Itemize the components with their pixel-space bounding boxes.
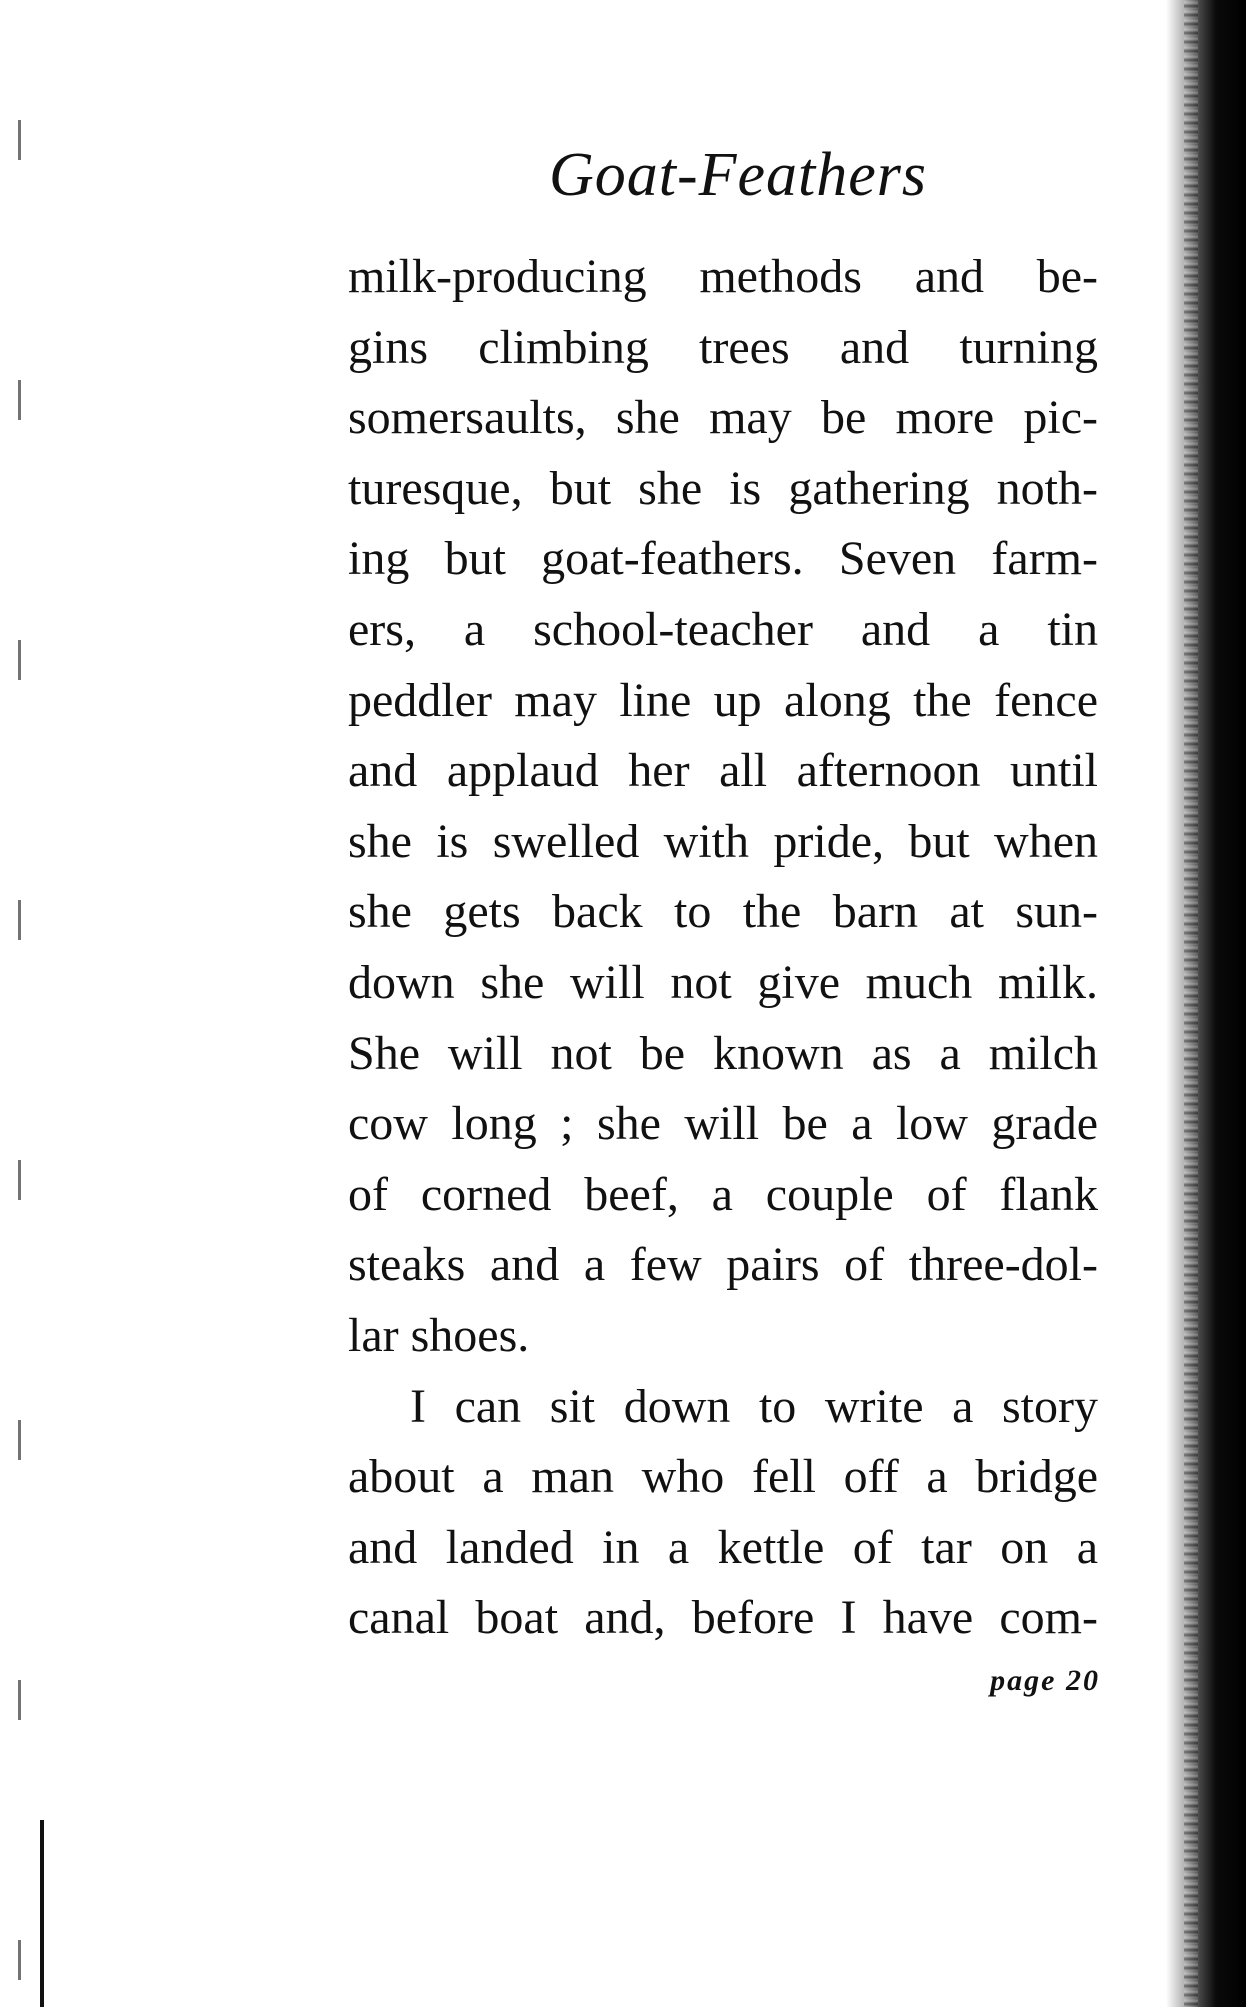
text-line: she is swelled with pride, but when: [348, 814, 1098, 868]
book-gutter-shadow: [1166, 0, 1246, 2007]
text-line: she gets back to the barn at sun-: [348, 885, 1098, 939]
running-head: Goat-Feathers: [548, 141, 928, 209]
paragraph-2: [348, 1372, 1098, 1654]
scan-edge-mark: [18, 0, 21, 2007]
text-line: ing but goat-feathers. Seven farm-: [348, 532, 1098, 586]
text-line: down she will not give much milk.: [348, 955, 1098, 1009]
text-line: and applaud her all afternoon until: [348, 744, 1098, 798]
text-line: turesque, but she is gathering noth-: [348, 461, 1098, 515]
paragraph-1: [348, 242, 1098, 1372]
text-line: peddler may line up along the fence: [348, 673, 1098, 727]
text-line: She will not be known as a milch: [348, 1026, 1098, 1080]
text-line: steaks and a few pairs of three-dol-: [348, 1238, 1098, 1292]
text-line: somersaults, she may be more pic-: [348, 391, 1098, 445]
text-line: I can sit down to write a story: [410, 1379, 1098, 1433]
text-line: about a man who fell off a bridge: [348, 1450, 1098, 1504]
text-line: ers, a school-teacher and a tin: [348, 602, 1098, 656]
page-number: page 20: [990, 1664, 1100, 1697]
body-text: [348, 242, 1098, 1654]
scan-edge-mark-bottom: [40, 1820, 44, 2007]
text-line: lar shoes.: [348, 1308, 530, 1362]
text-line: and landed in a kettle of tar on a: [348, 1520, 1098, 1574]
text-line: gins climbing trees and turning: [348, 320, 1098, 374]
text-line: canal boat and, before I have com-: [348, 1591, 1098, 1645]
text-line: cow long ; she will be a low grade: [348, 1097, 1098, 1151]
text-line: of corned beef, a couple of flank: [348, 1167, 1098, 1221]
book-gutter-texture: [1184, 0, 1198, 2007]
text-line: milk-producing methods and be-: [348, 250, 1098, 303]
